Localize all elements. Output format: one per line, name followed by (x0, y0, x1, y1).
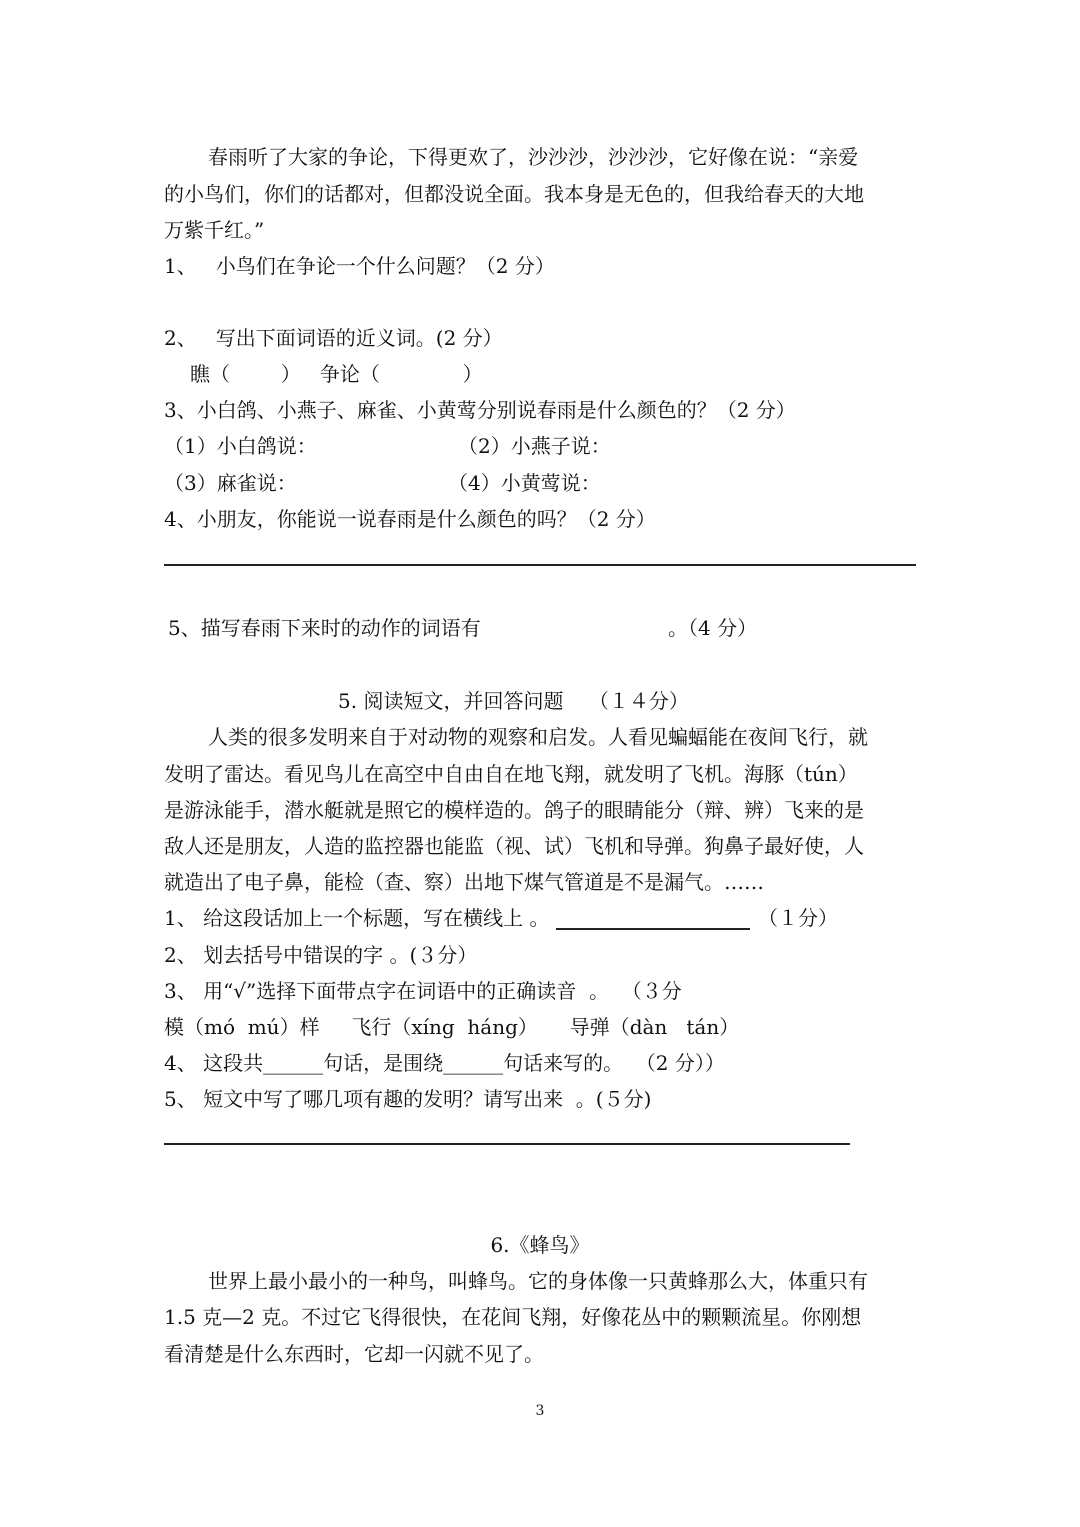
question-2: 2、 写出下面词语的近义词。(2 分） (164, 326, 503, 350)
section-title: 6.《蜂鸟》 (490, 1233, 590, 1257)
question-3: 3、 用“√”选择下面带点字在词语中的正确读音 。 （３分 (164, 979, 682, 1003)
question-2: 2、 划去括号中错误的字 。(３分） (164, 943, 478, 967)
passage-line: 1.5 克—2 克。不过它飞得很快，在花间飞翔，好像花丛中的颗颗流星。你刚想 (164, 1305, 862, 1329)
question-3: 3、小白鸽、小燕子、麻雀、小黄莺分别说春雨是什么颜色的？（2 分） (164, 398, 796, 422)
section-title: 5. 阅读短文，并回答问题 （１４分） (338, 689, 689, 713)
question-1: 1、 小鸟们在争论一个什么问题？（2 分） (164, 254, 555, 278)
answer-item: （2）小燕子说： (458, 434, 611, 458)
question-5-score: 。（4 分） (668, 616, 758, 640)
passage-line: 是游泳能手，潜水艇就是照它的模样造的。鸽子的眼睛能分（辩、辨）飞来的是 (164, 798, 864, 822)
question-1-score: （１分） (758, 906, 838, 930)
passage-line: 人类的很多发明来自于对动物的观察和启发。人看见蝙蝠能在夜间飞行，就 (208, 725, 868, 749)
passage-line: 发明了雷达。看见鸟儿在高空中自由自在地飞翔，就发明了飞机。海豚（tún） (164, 762, 858, 786)
question-5: 5、描写春雨下来时的动作的词语有 (168, 616, 481, 640)
pinyin-choices: 模（mó mú）样 飞行（xíng háng） 导弹（dàn tán） (164, 1015, 740, 1039)
passage-line: 就造出了电子鼻，能检（查、察）出地下煤气管道是不是漏气。…… (164, 870, 764, 894)
synonym-blanks: 瞧（ ） 争论（ ） (190, 362, 483, 386)
answer-line (164, 1143, 850, 1145)
page-number: 3 (535, 1403, 545, 1419)
passage-line: 看清楚是什么东西时，它却一闪就不见了。 (164, 1342, 544, 1366)
passage-line: 敌人还是朋友，人造的监控器也能监（视、试）飞机和导弹。狗鼻子最好使，人 (164, 834, 864, 858)
passage-line: 世界上最小最小的一种鸟，叫蜂鸟。它的身体像一只黄蜂那么大，体重只有 (208, 1269, 868, 1293)
title-answer-line (556, 928, 750, 930)
question-5: 5、 短文中写了哪几项有趣的发明？请写出来 。(５分) (164, 1087, 652, 1111)
answer-item: （1）小白鸽说： (164, 434, 317, 458)
answer-line (164, 564, 916, 566)
answer-item: （4）小黄莺说： (448, 471, 601, 495)
passage-line: 春雨听了大家的争论，下得更欢了，沙沙沙，沙沙沙，它好像在说：“亲爱 (208, 145, 859, 169)
passage-line: 的小鸟们，你们的话都对，但都没说全面。我本身是无色的，但我给春天的大地 (164, 182, 864, 206)
passage-line: 万紫千红。” (164, 218, 265, 242)
answer-item: （3）麻雀说： (164, 471, 297, 495)
question-4: 4、小朋友，你能说一说春雨是什么颜色的吗？（2 分） (164, 507, 656, 531)
question-4: 4、 这段共______句话，是围绕______句话来写的。 （2 分）） (164, 1051, 725, 1075)
question-1: 1、 给这段话加上一个标题，写在横线上 。 (164, 906, 550, 930)
